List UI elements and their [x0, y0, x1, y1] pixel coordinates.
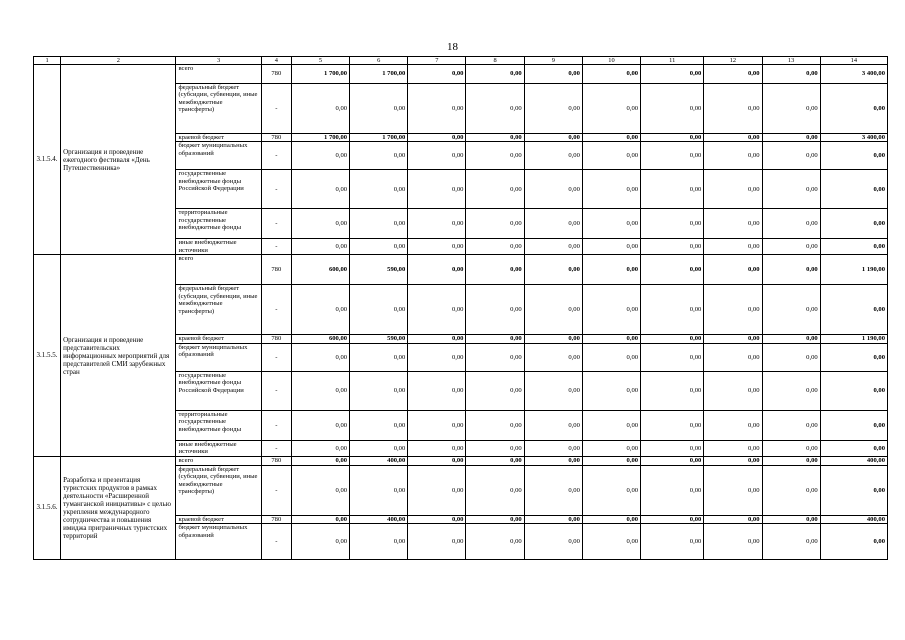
amount-cell-col12: 0,00 — [704, 524, 762, 560]
amount-cell-col12: 0,00 — [704, 239, 762, 255]
amount-cell-col6: 400,00 — [350, 515, 408, 523]
budget-table — [33, 56, 888, 560]
amount-cell-col11: 0,00 — [641, 239, 704, 255]
amount-cell-col14: 0,00 — [820, 524, 887, 560]
amount-cell-col11: 0,00 — [641, 142, 704, 170]
amount-cell-col13: 0,00 — [762, 285, 820, 335]
column-number: 5 — [291, 57, 349, 65]
amount-cell-col13: 0,00 — [762, 65, 820, 84]
amount-cell-col6: 0,00 — [350, 285, 408, 335]
funding-source: всего — [176, 255, 261, 285]
amount-cell-col13: 0,00 — [762, 343, 820, 371]
amount-cell-col7: 0,00 — [408, 142, 466, 170]
amount-cell-col11: 0,00 — [641, 255, 704, 285]
amount-cell-col14: 1 190,00 — [820, 255, 887, 285]
amount-cell-col10: 0,00 — [582, 209, 640, 239]
kbk-code: - — [261, 239, 291, 255]
amount-cell-col5: 0,00 — [291, 371, 349, 410]
kbk-code: 780 — [261, 515, 291, 523]
amount-cell-col14: 3 400,00 — [820, 65, 887, 84]
amount-cell-col12: 0,00 — [704, 440, 762, 456]
amount-cell-col13: 0,00 — [762, 84, 820, 134]
amount-cell-col13: 0,00 — [762, 371, 820, 410]
amount-cell-col5: 0,00 — [291, 465, 349, 515]
amount-cell-col14: 0,00 — [820, 142, 887, 170]
funding-source: федеральный бюджет (субсидии, субвенции, иные межбюджетные трансферты) — [176, 285, 261, 335]
column-number: 2 — [61, 57, 176, 65]
amount-cell-col12: 0,00 — [704, 371, 762, 410]
amount-cell-col8: 0,00 — [466, 456, 524, 465]
amount-cell-col5: 600,00 — [291, 255, 349, 285]
amount-cell-col13: 0,00 — [762, 440, 820, 456]
measure-name: Разработка и презентация туристских продуктов в рамках деятельности «Расширенной туманганской инициативы» с целью укрепления международного сотрудничества и повышения имиджа приграничных туристских территорий — [61, 456, 176, 559]
measure-code: 3.1.5.5. — [34, 255, 61, 456]
kbk-code: 780 — [261, 65, 291, 84]
amount-cell-col6: 0,00 — [350, 84, 408, 134]
amount-cell-col9: 0,00 — [524, 515, 582, 523]
amount-cell-col9: 0,00 — [524, 335, 582, 343]
kbk-code: - — [261, 440, 291, 456]
amount-cell-col8: 0,00 — [466, 134, 524, 142]
measure-code: 3.1.5.6. — [34, 456, 61, 559]
amount-cell-col12: 0,00 — [704, 343, 762, 371]
amount-cell-col9: 0,00 — [524, 65, 582, 84]
amount-cell-col7: 0,00 — [408, 343, 466, 371]
amount-cell-col9: 0,00 — [524, 209, 582, 239]
amount-cell-col14: 0,00 — [820, 343, 887, 371]
amount-cell-col10: 0,00 — [582, 142, 640, 170]
amount-cell-col10: 0,00 — [582, 239, 640, 255]
amount-cell-col13: 0,00 — [762, 524, 820, 560]
amount-cell-col12: 0,00 — [704, 134, 762, 142]
kbk-code: - — [261, 524, 291, 560]
amount-cell-col13: 0,00 — [762, 335, 820, 343]
amount-cell-col10: 0,00 — [582, 371, 640, 410]
amount-cell-col12: 0,00 — [704, 456, 762, 465]
amount-cell-col14: 3 400,00 — [820, 134, 887, 142]
amount-cell-col9: 0,00 — [524, 410, 582, 440]
amount-cell-col14: 400,00 — [820, 515, 887, 523]
amount-cell-col8: 0,00 — [466, 524, 524, 560]
amount-cell-col9: 0,00 — [524, 440, 582, 456]
funding-source: краевой бюджет — [176, 515, 261, 523]
amount-cell-col6: 590,00 — [350, 255, 408, 285]
amount-cell-col5: 0,00 — [291, 209, 349, 239]
amount-cell-col7: 0,00 — [408, 170, 466, 209]
amount-cell-col5: 0,00 — [291, 343, 349, 371]
amount-cell-col6: 1 700,00 — [350, 134, 408, 142]
amount-cell-col8: 0,00 — [466, 515, 524, 523]
amount-cell-col6: 0,00 — [350, 371, 408, 410]
funding-source: бюджет муниципальных образований — [176, 142, 261, 170]
amount-cell-col12: 0,00 — [704, 515, 762, 523]
amount-cell-col13: 0,00 — [762, 239, 820, 255]
amount-cell-col12: 0,00 — [704, 465, 762, 515]
amount-cell-col11: 0,00 — [641, 285, 704, 335]
measure-name: Организация и проведение представительских информационных мероприятий для представителей СМИ зарубежных стран — [61, 255, 176, 456]
amount-cell-col10: 0,00 — [582, 335, 640, 343]
kbk-code: 780 — [261, 335, 291, 343]
amount-cell-col9: 0,00 — [524, 371, 582, 410]
amount-cell-col8: 0,00 — [466, 209, 524, 239]
amount-cell-col8: 0,00 — [466, 255, 524, 285]
amount-cell-col8: 0,00 — [466, 170, 524, 209]
amount-cell-col8: 0,00 — [466, 239, 524, 255]
amount-cell-col12: 0,00 — [704, 142, 762, 170]
amount-cell-col10: 0,00 — [582, 410, 640, 440]
amount-cell-col14: 400,00 — [820, 456, 887, 465]
amount-cell-col11: 0,00 — [641, 209, 704, 239]
amount-cell-col13: 0,00 — [762, 134, 820, 142]
amount-cell-col9: 0,00 — [524, 524, 582, 560]
amount-cell-col10: 0,00 — [582, 515, 640, 523]
amount-cell-col5: 600,00 — [291, 335, 349, 343]
measure-name: Организация и проведение ежегодного фестиваля «День Путешественника» — [61, 65, 176, 255]
amount-cell-col6: 0,00 — [350, 142, 408, 170]
amount-cell-col9: 0,00 — [524, 465, 582, 515]
amount-cell-col8: 0,00 — [466, 84, 524, 134]
page-number: 18 — [447, 41, 458, 53]
funding-source: территориальные государственные внебюджетные фонды — [176, 410, 261, 440]
amount-cell-col13: 0,00 — [762, 255, 820, 285]
amount-cell-col10: 0,00 — [582, 134, 640, 142]
amount-cell-col13: 0,00 — [762, 170, 820, 209]
amount-cell-col6: 0,00 — [350, 343, 408, 371]
amount-cell-col6: 0,00 — [350, 170, 408, 209]
amount-cell-col12: 0,00 — [704, 84, 762, 134]
column-number: 13 — [762, 57, 820, 65]
funding-source: федеральный бюджет (субсидии, субвенции, иные межбюджетные трансферты) — [176, 465, 261, 515]
amount-cell-col12: 0,00 — [704, 335, 762, 343]
amount-cell-col6: 0,00 — [350, 465, 408, 515]
kbk-code: - — [261, 285, 291, 335]
amount-cell-col6: 0,00 — [350, 209, 408, 239]
amount-cell-col5: 0,00 — [291, 410, 349, 440]
amount-cell-col12: 0,00 — [704, 209, 762, 239]
column-number: 4 — [261, 57, 291, 65]
amount-cell-col14: 0,00 — [820, 410, 887, 440]
amount-cell-col9: 0,00 — [524, 84, 582, 134]
amount-cell-col10: 0,00 — [582, 465, 640, 515]
column-number: 9 — [524, 57, 582, 65]
amount-cell-col8: 0,00 — [466, 335, 524, 343]
amount-cell-col12: 0,00 — [704, 255, 762, 285]
amount-cell-col7: 0,00 — [408, 410, 466, 440]
amount-cell-col8: 0,00 — [466, 343, 524, 371]
amount-cell-col10: 0,00 — [582, 170, 640, 209]
amount-cell-col6: 590,00 — [350, 335, 408, 343]
amount-cell-col11: 0,00 — [641, 456, 704, 465]
amount-cell-col11: 0,00 — [641, 84, 704, 134]
funding-source: краевой бюджет — [176, 134, 261, 142]
amount-cell-col5: 1 700,00 — [291, 65, 349, 84]
amount-cell-col7: 0,00 — [408, 209, 466, 239]
column-number: 1 — [34, 57, 61, 65]
kbk-code: - — [261, 343, 291, 371]
amount-cell-col11: 0,00 — [641, 343, 704, 371]
column-number: 12 — [704, 57, 762, 65]
amount-cell-col11: 0,00 — [641, 465, 704, 515]
amount-cell-col12: 0,00 — [704, 410, 762, 440]
amount-cell-col11: 0,00 — [641, 134, 704, 142]
amount-cell-col8: 0,00 — [466, 65, 524, 84]
table-row — [34, 65, 888, 84]
amount-cell-col11: 0,00 — [641, 170, 704, 209]
amount-cell-col14: 0,00 — [820, 209, 887, 239]
column-number: 11 — [641, 57, 704, 65]
amount-cell-col13: 0,00 — [762, 209, 820, 239]
amount-cell-col6: 0,00 — [350, 524, 408, 560]
amount-cell-col13: 0,00 — [762, 142, 820, 170]
funding-source: всего — [176, 65, 261, 84]
amount-cell-col8: 0,00 — [466, 371, 524, 410]
amount-cell-col5: 0,00 — [291, 515, 349, 523]
amount-cell-col6: 400,00 — [350, 456, 408, 465]
amount-cell-col13: 0,00 — [762, 515, 820, 523]
funding-source: государственные внебюджетные фонды Российской Федерации — [176, 371, 261, 410]
amount-cell-col10: 0,00 — [582, 65, 640, 84]
funding-source: федеральный бюджет (субсидии, субвенции, иные межбюджетные трансферты) — [176, 84, 261, 134]
amount-cell-col13: 0,00 — [762, 410, 820, 440]
funding-source: территориальные государственные внебюджетные фонды — [176, 209, 261, 239]
amount-cell-col6: 0,00 — [350, 239, 408, 255]
kbk-code: 780 — [261, 456, 291, 465]
column-number: 10 — [582, 57, 640, 65]
kbk-code: - — [261, 465, 291, 515]
kbk-code: - — [261, 84, 291, 134]
amount-cell-col9: 0,00 — [524, 285, 582, 335]
column-number: 6 — [350, 57, 408, 65]
amount-cell-col8: 0,00 — [466, 410, 524, 440]
column-number: 14 — [820, 57, 887, 65]
amount-cell-col9: 0,00 — [524, 170, 582, 209]
amount-cell-col8: 0,00 — [466, 440, 524, 456]
amount-cell-col8: 0,00 — [466, 285, 524, 335]
amount-cell-col11: 0,00 — [641, 371, 704, 410]
amount-cell-col9: 0,00 — [524, 239, 582, 255]
amount-cell-col14: 0,00 — [820, 170, 887, 209]
funding-source: краевой бюджет — [176, 335, 261, 343]
amount-cell-col5: 0,00 — [291, 142, 349, 170]
amount-cell-col11: 0,00 — [641, 515, 704, 523]
kbk-code: 780 — [261, 134, 291, 142]
amount-cell-col6: 1 700,00 — [350, 65, 408, 84]
amount-cell-col7: 0,00 — [408, 84, 466, 134]
amount-cell-col7: 0,00 — [408, 465, 466, 515]
amount-cell-col14: 0,00 — [820, 84, 887, 134]
amount-cell-col10: 0,00 — [582, 456, 640, 465]
amount-cell-col6: 0,00 — [350, 440, 408, 456]
amount-cell-col11: 0,00 — [641, 524, 704, 560]
column-number: 3 — [176, 57, 261, 65]
kbk-code: - — [261, 170, 291, 209]
amount-cell-col14: 1 190,00 — [820, 335, 887, 343]
kbk-code: 780 — [261, 255, 291, 285]
amount-cell-col13: 0,00 — [762, 456, 820, 465]
amount-cell-col14: 0,00 — [820, 371, 887, 410]
amount-cell-col9: 0,00 — [524, 456, 582, 465]
column-number: 8 — [466, 57, 524, 65]
amount-cell-col7: 0,00 — [408, 285, 466, 335]
amount-cell-col7: 0,00 — [408, 515, 466, 523]
funding-source: государственные внебюджетные фонды Российской Федерации — [176, 170, 261, 209]
amount-cell-col5: 0,00 — [291, 524, 349, 560]
amount-cell-col5: 0,00 — [291, 440, 349, 456]
column-number-row — [34, 57, 888, 65]
amount-cell-col5: 0,00 — [291, 239, 349, 255]
amount-cell-col12: 0,00 — [704, 285, 762, 335]
table-row — [34, 255, 888, 285]
funding-source: иные внебюджетные источники — [176, 440, 261, 456]
amount-cell-col10: 0,00 — [582, 255, 640, 285]
table-row — [34, 456, 888, 465]
amount-cell-col14: 0,00 — [820, 465, 887, 515]
amount-cell-col10: 0,00 — [582, 524, 640, 560]
amount-cell-col5: 0,00 — [291, 84, 349, 134]
kbk-code: - — [261, 410, 291, 440]
funding-source: бюджет муниципальных образований — [176, 524, 261, 560]
amount-cell-col10: 0,00 — [582, 84, 640, 134]
amount-cell-col7: 0,00 — [408, 239, 466, 255]
amount-cell-col8: 0,00 — [466, 465, 524, 515]
amount-cell-col5: 1 700,00 — [291, 134, 349, 142]
amount-cell-col11: 0,00 — [641, 335, 704, 343]
amount-cell-col9: 0,00 — [524, 134, 582, 142]
amount-cell-col14: 0,00 — [820, 440, 887, 456]
amount-cell-col11: 0,00 — [641, 440, 704, 456]
funding-source: иные внебюджетные источники — [176, 239, 261, 255]
amount-cell-col11: 0,00 — [641, 410, 704, 440]
amount-cell-col7: 0,00 — [408, 65, 466, 84]
amount-cell-col9: 0,00 — [524, 255, 582, 285]
amount-cell-col7: 0,00 — [408, 456, 466, 465]
kbk-code: - — [261, 142, 291, 170]
amount-cell-col10: 0,00 — [582, 440, 640, 456]
amount-cell-col5: 0,00 — [291, 456, 349, 465]
amount-cell-col10: 0,00 — [582, 343, 640, 371]
amount-cell-col5: 0,00 — [291, 285, 349, 335]
amount-cell-col7: 0,00 — [408, 134, 466, 142]
measure-code: 3.1.5.4. — [34, 65, 61, 255]
amount-cell-col14: 0,00 — [820, 239, 887, 255]
kbk-code: - — [261, 371, 291, 410]
amount-cell-col12: 0,00 — [704, 170, 762, 209]
amount-cell-col6: 0,00 — [350, 410, 408, 440]
amount-cell-col7: 0,00 — [408, 371, 466, 410]
amount-cell-col7: 0,00 — [408, 524, 466, 560]
amount-cell-col11: 0,00 — [641, 65, 704, 84]
amount-cell-col9: 0,00 — [524, 343, 582, 371]
kbk-code: - — [261, 209, 291, 239]
amount-cell-col5: 0,00 — [291, 170, 349, 209]
amount-cell-col12: 0,00 — [704, 65, 762, 84]
amount-cell-col7: 0,00 — [408, 255, 466, 285]
funding-source: бюджет муниципальных образований — [176, 343, 261, 371]
amount-cell-col9: 0,00 — [524, 142, 582, 170]
amount-cell-col10: 0,00 — [582, 285, 640, 335]
amount-cell-col13: 0,00 — [762, 465, 820, 515]
amount-cell-col8: 0,00 — [466, 142, 524, 170]
amount-cell-col14: 0,00 — [820, 285, 887, 335]
funding-source: всего — [176, 456, 261, 465]
column-number: 7 — [408, 57, 466, 65]
amount-cell-col7: 0,00 — [408, 335, 466, 343]
amount-cell-col7: 0,00 — [408, 440, 466, 456]
